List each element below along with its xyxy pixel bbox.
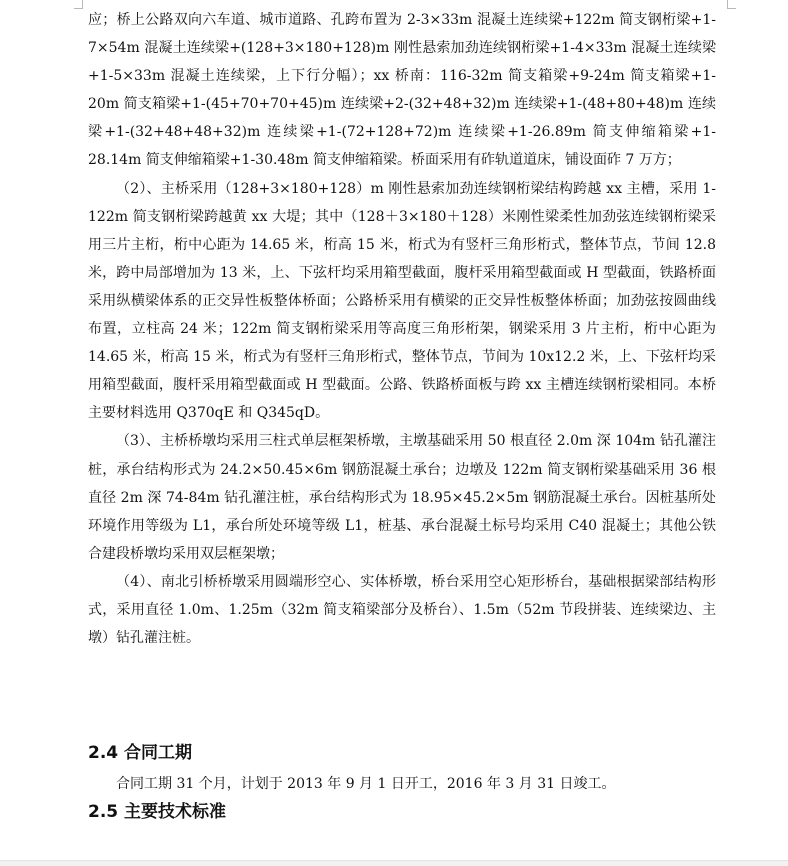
paragraph-main-bridge: （2）、主桥采用（128+3×180+128）m 刚性悬索加劲连续钢桁梁结构跨越 xx 主槽，采用 1-122m 简支钢桁梁跨越黄 xx 大堤；其中（128＋3×180＋128）米刚性梁柔性加劲弦连续钢桁梁采用三片主桁，桁中心距为 14.65 米，桁高 15 米，桁式为有竖杆三角形桁式，整体节点，节间 12.8 米，跨中局部增加为 13 米，上、下弦杆均采用箱型截面，腹杆采用箱型截面或 H 型截面，铁路桥面采用纵横梁体系的正交异性板整体桥面；公路桥采用有横梁的正交异性板整体桥面；加劲弦按圆曲线布置，立柱高 24 米；122m 简支钢桁梁采用等高度三角形桁架，钢梁采用 3 片主桁，桁中心距为 14.65 米，桁高 15 米，桁式为有竖杆三角形桁式，整体节点，节间为 10x12.2 米，上、下弦杆均采用箱型截面，腹杆采用箱型截面或 H 型截面。公路、铁路桥面板与跨 xx 主槽连续钢桁梁相同。本桥主要材料选用 Q370qE 和 Q345qD。 xyxy=(88,180,716,422)
page-corner-mark-right xyxy=(727,0,736,9)
paragraph-approach-piers: （4）、南北引桥桥墩采用圆端形空心、实体桥墩，桥台采用空心矩形桥台，基础根据梁部结构形式，采用直径 1.0m、1.25m（32m 简支箱梁部分及桥台）、1.5m（52m 节段拼装、连续梁边、主墩）钻孔灌注桩。 xyxy=(88,573,716,647)
section-heading-contract-period: 2.4 合同工期 xyxy=(88,743,193,763)
page-corner-mark-left xyxy=(74,0,83,9)
paragraph-piers: （3）、主桥桥墩均采用三柱式单层框架桥墩，主墩基础采用 50 根直径 2.0m 深 104m 钻孔灌注桩，承台结构形式为 24.2×50.45×6m 钢筋混凝土承台；边墩及 122m 简支钢桁梁基础采用 36 根直径 2m 深 74-84m 钻孔灌注桩，承台结构形式为 18.95×45.2×5m 钢筋混凝土承台。因桩基所处环境作用等级为 L1，承台所处环境等级 L1，桩基、承台混凝土标号均采用 C40 混凝土；其他公铁合建段桥墩均采用双层框架墩； xyxy=(88,433,716,562)
paragraph-contract-period: 合同工期 31 个月，计划于 2013 年 9 月 1 日开工，2016 年 3 月 31 日竣工。 xyxy=(116,776,616,792)
page-bottom-divider xyxy=(0,860,788,866)
paragraph-bridge-spans: 应；桥上公路双向六车道、城市道路、孔跨布置为 2-3×33m 混凝土连续梁+122m 简支钢桁梁+1-7×54m 混凝土连续梁+(128+3×180+128)m 刚性悬索加劲连续钢桁梁+1-4×33m 混凝土连续梁+1-5×33m 混凝土连续梁，上下行分幅）；xx 桥南：116-32m 简支箱梁+9-24m 简支箱梁+1-20m 简支箱梁+1-(45+70+70+45)m 连续梁+2-(32+48+32)m 连续梁+1-(48+80+48)m 连续梁+1-(32+48+48+32)m 连续梁+1-(72+128+72)m 连续梁+1-26.89m 简支伸缩箱梁+1-28.14m 简支伸缩箱梁+1-30.48m 简支伸缩箱梁。桥面采用有砟轨道道床，铺设面砟 7 万方； xyxy=(88,12,716,169)
section-heading-technical-standards: 2.5 主要技术标准 xyxy=(88,802,227,822)
body-text xyxy=(88,6,716,652)
